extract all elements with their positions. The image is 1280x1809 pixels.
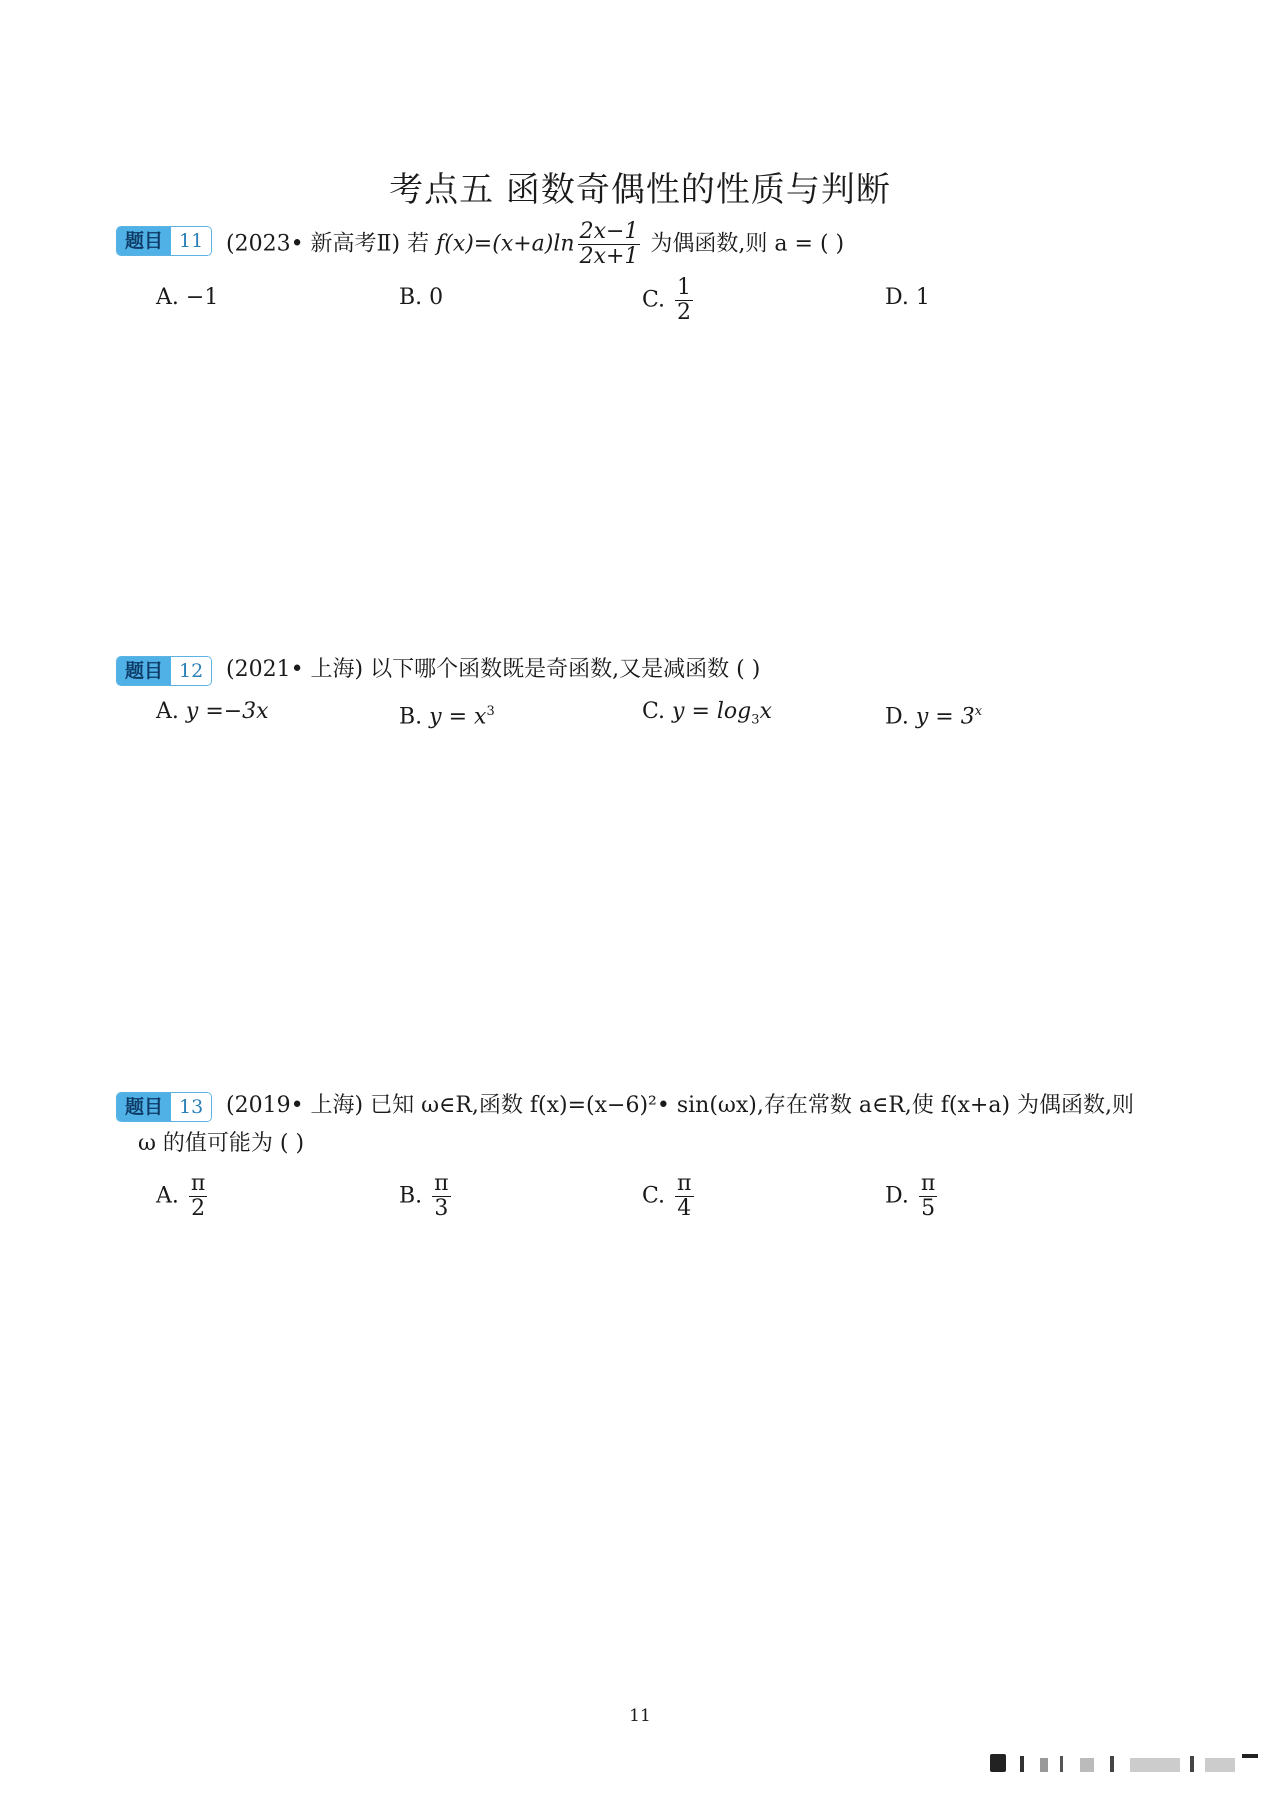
choice-b[interactable]	[399, 698, 495, 731]
fraction-denominator: 2	[677, 300, 692, 326]
tag-label: 题目	[117, 657, 171, 685]
choice-fraction	[189, 1172, 207, 1221]
problem-source: (2019• 上海)	[226, 1093, 364, 1118]
fraction-denominator: 2x+1	[579, 244, 639, 270]
fraction-numerator: 1	[677, 275, 692, 300]
tag-number: 13	[171, 1093, 211, 1121]
subscript: 3	[751, 712, 760, 728]
choice-letter: C.	[642, 1183, 666, 1209]
superscript: x	[974, 704, 983, 719]
fraction-denominator: 3	[434, 1196, 449, 1222]
choice-letter: B.	[399, 285, 423, 310]
choices	[156, 698, 1156, 748]
choice-text: y =−3x	[185, 699, 269, 724]
fraction-numerator: π	[190, 1171, 206, 1196]
problem-source: (2021• 上海)	[226, 657, 364, 682]
choice-d[interactable]	[885, 1172, 940, 1221]
problem-tag	[116, 656, 212, 686]
choice-letter: D.	[885, 704, 909, 730]
choice-a[interactable]	[156, 284, 218, 312]
choice-fraction	[919, 1172, 937, 1221]
choice-letter: B.	[399, 704, 423, 730]
choice-d[interactable]	[885, 698, 982, 731]
choice-b[interactable]	[399, 284, 443, 312]
choice-text: y = x	[429, 704, 487, 730]
tag-label: 题目	[117, 227, 171, 255]
choices	[156, 1172, 1156, 1222]
stem-text	[226, 656, 760, 684]
choice-text: y = log	[672, 699, 752, 724]
choice-c[interactable]	[642, 698, 772, 734]
problem-tag	[116, 1092, 212, 1122]
choice-a[interactable]	[156, 698, 269, 726]
superscript: 3	[486, 704, 495, 719]
problem-stem	[116, 219, 1176, 270]
problem-tag	[116, 226, 212, 256]
problem-11	[116, 219, 1176, 326]
problem-13	[116, 1092, 1176, 1222]
page-title: 考点五 函数奇偶性的性质与判断	[389, 170, 891, 210]
fraction-numerator: π	[434, 1171, 449, 1196]
choice-text: −1	[185, 285, 219, 310]
choice-a[interactable]	[156, 1172, 210, 1221]
choice-fraction	[675, 276, 693, 325]
fraction-denominator: 2	[191, 1196, 206, 1222]
choice-letter: D.	[885, 285, 909, 310]
stem-prefix: 若	[407, 231, 430, 257]
stem-body: 已知 ω∈R,函数 f(x)=(x−6)²• sin(ωx),存在常数 a∈R,使 f(x+a) 为偶函数,则	[370, 1093, 1135, 1118]
choice-text-tail: x	[759, 699, 772, 724]
choice-letter: B.	[399, 1183, 423, 1209]
choice-c[interactable]	[642, 276, 696, 325]
problem-stem	[116, 656, 1176, 700]
stem-suffix: 为偶函数,则 a = ( )	[650, 231, 845, 257]
choice-c[interactable]	[642, 1172, 697, 1221]
fraction-numerator: π	[920, 1171, 936, 1196]
fraction-numerator: 2x−1	[579, 219, 639, 244]
choice-letter: C.	[642, 287, 666, 313]
fraction-denominator: 4	[677, 1196, 692, 1222]
choice-letter: C.	[642, 699, 666, 724]
choice-text: 0	[429, 285, 444, 310]
tag-number: 12	[171, 657, 211, 685]
choice-letter: A.	[156, 699, 179, 724]
choices	[156, 275, 1156, 334]
decorative-bars	[990, 1752, 1260, 1774]
problem-12	[116, 656, 1176, 730]
page-number: 11	[629, 1706, 651, 1726]
choice-b[interactable]	[399, 1172, 454, 1221]
tag-number: 11	[171, 227, 211, 255]
tag-label: 题目	[117, 1093, 171, 1121]
choice-fraction	[432, 1172, 450, 1221]
stem-text	[226, 220, 844, 269]
choice-text: y = 3	[915, 704, 975, 730]
choice-letter: A.	[156, 285, 179, 310]
stem-continuation: ω 的值可能为 ( )	[138, 1131, 305, 1156]
choice-letter: D.	[885, 1183, 909, 1209]
stem-body: 以下哪个函数既是奇函数,又是减函数 ( )	[370, 657, 761, 682]
choice-letter: A.	[156, 1183, 179, 1209]
choice-text: 1	[915, 285, 930, 310]
problem-source: (2023• 新高考Ⅱ)	[226, 231, 401, 257]
fraction	[578, 220, 641, 269]
function-expression: f(x)=(x+a)ln	[436, 231, 575, 257]
problem-stem	[116, 1092, 1176, 1168]
fraction-denominator: 5	[921, 1196, 936, 1222]
stem-text	[226, 1092, 1134, 1120]
choice-fraction	[675, 1172, 693, 1221]
choice-d[interactable]	[885, 284, 930, 312]
fraction-numerator: π	[677, 1171, 692, 1196]
